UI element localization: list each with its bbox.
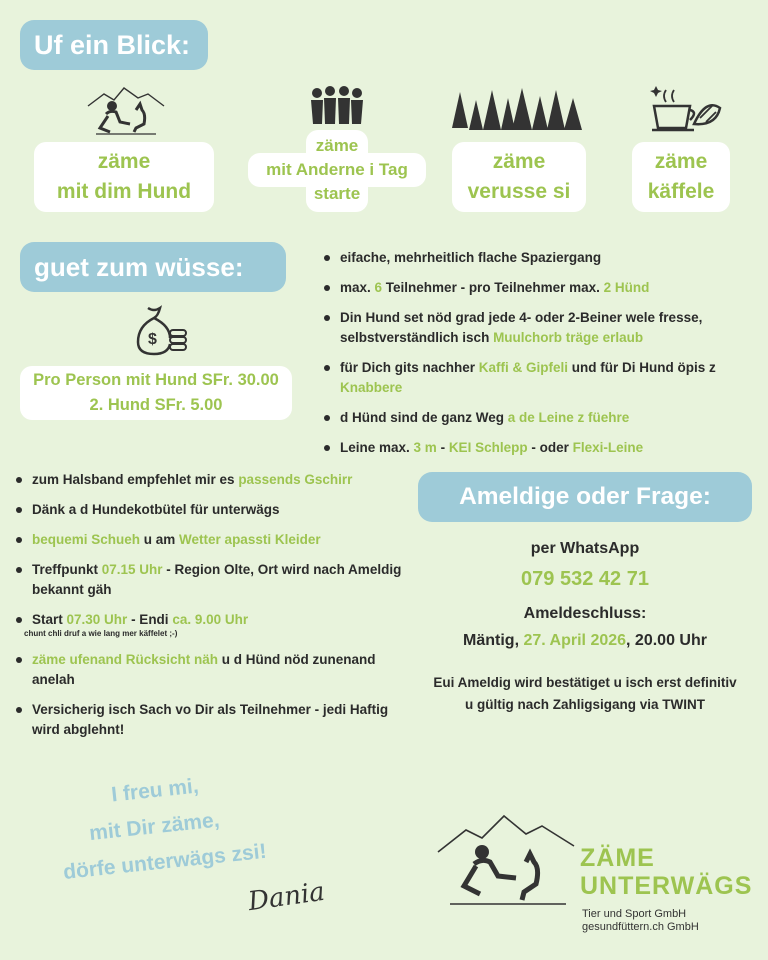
person-dog-icon [86, 84, 166, 136]
feature-coffee-line2: käffele [647, 180, 715, 203]
contact-block [420, 538, 750, 716]
feature-with-dog-line2: mit dim Hund [56, 180, 192, 203]
deadline-time: , 20.00 Uhr [626, 632, 707, 649]
company-line2: gesundfüttern.ch GmbH [582, 921, 699, 933]
list-item [322, 308, 752, 348]
feature-start-day-line3: starte [313, 184, 361, 203]
list-item [14, 530, 414, 550]
confirmation-text: Eui Ameldig wird bestätiget u isch erst definitiv u gültig nach Zahligsigang via TWINT [433, 675, 737, 712]
list-item [322, 358, 752, 398]
list-item [14, 610, 414, 640]
logo-name-line1: ZÄME [580, 844, 655, 872]
list-text: Treffpunkt [32, 562, 102, 577]
closing-line1: I freu mi, [110, 774, 200, 807]
group-people-icon [308, 86, 366, 126]
good-to-know-title: guet zum wüsse: [34, 252, 244, 282]
highlight-text: 3 m [413, 440, 437, 455]
list-text: Versicherig isch Sach vo Dir als Teilnehmer - jedi Haftig wird abglehnt! [32, 702, 389, 737]
highlight-text: Kaffi & Gipfeli [478, 360, 569, 375]
feature-with-dog-line1: zäme [97, 150, 151, 173]
feature-with-dog [34, 142, 214, 212]
list-text: - [436, 440, 449, 455]
overview-title-pill [20, 20, 208, 70]
feature-start-day-text [248, 134, 426, 206]
contact-phone[interactable]: 079 532 42 71 [521, 568, 649, 590]
feature-coffee [632, 142, 730, 212]
overview-title: Uf ein Blick: [34, 30, 191, 60]
closing-message [40, 754, 350, 893]
highlight-text: Knabbere [340, 380, 403, 395]
deadline-line [420, 628, 750, 654]
highlight-text: 07.30 Uhr [66, 612, 128, 627]
list-text: zum Halsband empfehlet mir es [32, 472, 239, 487]
list-item [14, 700, 414, 740]
deadline-day: Mäntig, [463, 632, 524, 649]
highlight-text: bequemi Schueh [32, 532, 141, 547]
highlight-text: zäme ufenand Rücksicht näh [32, 652, 219, 667]
contact-title: Ameldige oder Frage: [459, 483, 711, 510]
list-text: - Endi [127, 612, 173, 627]
contact-via: per WhatsApp [530, 540, 640, 557]
svg-text:$: $ [148, 331, 157, 348]
list-text: - oder [527, 440, 573, 455]
company-line1: Tier und Sport GmbH [582, 908, 687, 920]
logo-name-line2: UNTERWÄGS [580, 872, 753, 900]
money-bag-icon [132, 304, 190, 358]
logo-companies [582, 908, 699, 934]
logo-name [580, 844, 752, 900]
good-to-know-pill [20, 242, 286, 292]
list-item [14, 650, 414, 690]
price-line1: Pro Person mit Hund SFr. 30.00 [33, 371, 279, 389]
list-item [322, 278, 752, 298]
list-text: eifache, mehrheitlich flache Spaziergang [340, 250, 602, 265]
list-text: Din Hund set nöd grad jede 4- oder 2-Beiner wele fresse, selbstverständlich isch [340, 310, 703, 345]
info-list-right [322, 248, 752, 468]
contact-title-pill [418, 472, 752, 522]
coffee-croissant-icon [650, 84, 722, 134]
price-line2: 2. Hund SFr. 5.00 [89, 396, 223, 414]
deadline-label: Ameldeschluss: [523, 605, 647, 622]
feature-outdoors-line2: verusse si [467, 180, 571, 203]
list-text: max. [340, 280, 375, 295]
list-text: d Hünd sind de ganz Weg [340, 410, 508, 425]
price-box [20, 366, 292, 420]
list-text: - Region Olte, Ort wird nach Ameldig bekannt gäh [32, 562, 402, 597]
feature-coffee-line1: zäme [654, 150, 708, 173]
list-item [322, 248, 752, 268]
list-note: chunt chli druf a wie lang mer käffelet ;-) [24, 629, 178, 638]
feature-outdoors [452, 142, 586, 212]
list-text: u d Hünd nöd zunenand anelah [32, 652, 376, 687]
list-item [322, 408, 752, 428]
list-text: Dänk a d Hundekotbütel für unterwägs [32, 502, 280, 517]
highlight-text: Wetter apassti Kleider [179, 532, 321, 547]
highlight-text: Muulchorb träge erlaub [493, 330, 644, 345]
list-text: Leine max. [340, 440, 414, 455]
feature-start-day-line1: zäme [315, 136, 359, 155]
list-item [14, 500, 414, 520]
logo-illustration [436, 812, 576, 908]
closing-line2: mit Dir zäme, [88, 808, 221, 846]
feature-start-day-line2: mit Anderne i Tag [266, 160, 408, 179]
list-text: und für Di Hund öpis z [568, 360, 716, 375]
highlight-text: a de Leine z füehre [507, 410, 630, 425]
deadline-date: 27. April 2026 [523, 632, 627, 649]
forest-icon [452, 88, 584, 134]
closing-line3: dörfe unterwägs zsi! [62, 839, 268, 884]
highlight-text: 2 Hünd [603, 280, 650, 295]
list-item [14, 470, 414, 490]
highlight-text: ca. 9.00 Uhr [172, 612, 249, 627]
highlight-text: 6 [374, 280, 383, 295]
signature: Dania [246, 876, 327, 918]
highlight-text: KEI Schlepp [448, 440, 528, 455]
list-item [14, 560, 414, 600]
list-text: Teilnehmer - pro Teilnehmer max. [382, 280, 604, 295]
highlight-text: passends Gschirr [238, 472, 353, 487]
info-list-left [14, 470, 414, 750]
list-text: für Dich gits nachher [340, 360, 479, 375]
highlight-text: 07.15 Uhr [101, 562, 163, 577]
highlight-text: Flexi-Leine [572, 440, 644, 455]
list-item [322, 438, 752, 458]
feature-outdoors-line1: zäme [492, 150, 546, 173]
list-text: Start [32, 612, 67, 627]
list-text: u am [140, 532, 180, 547]
